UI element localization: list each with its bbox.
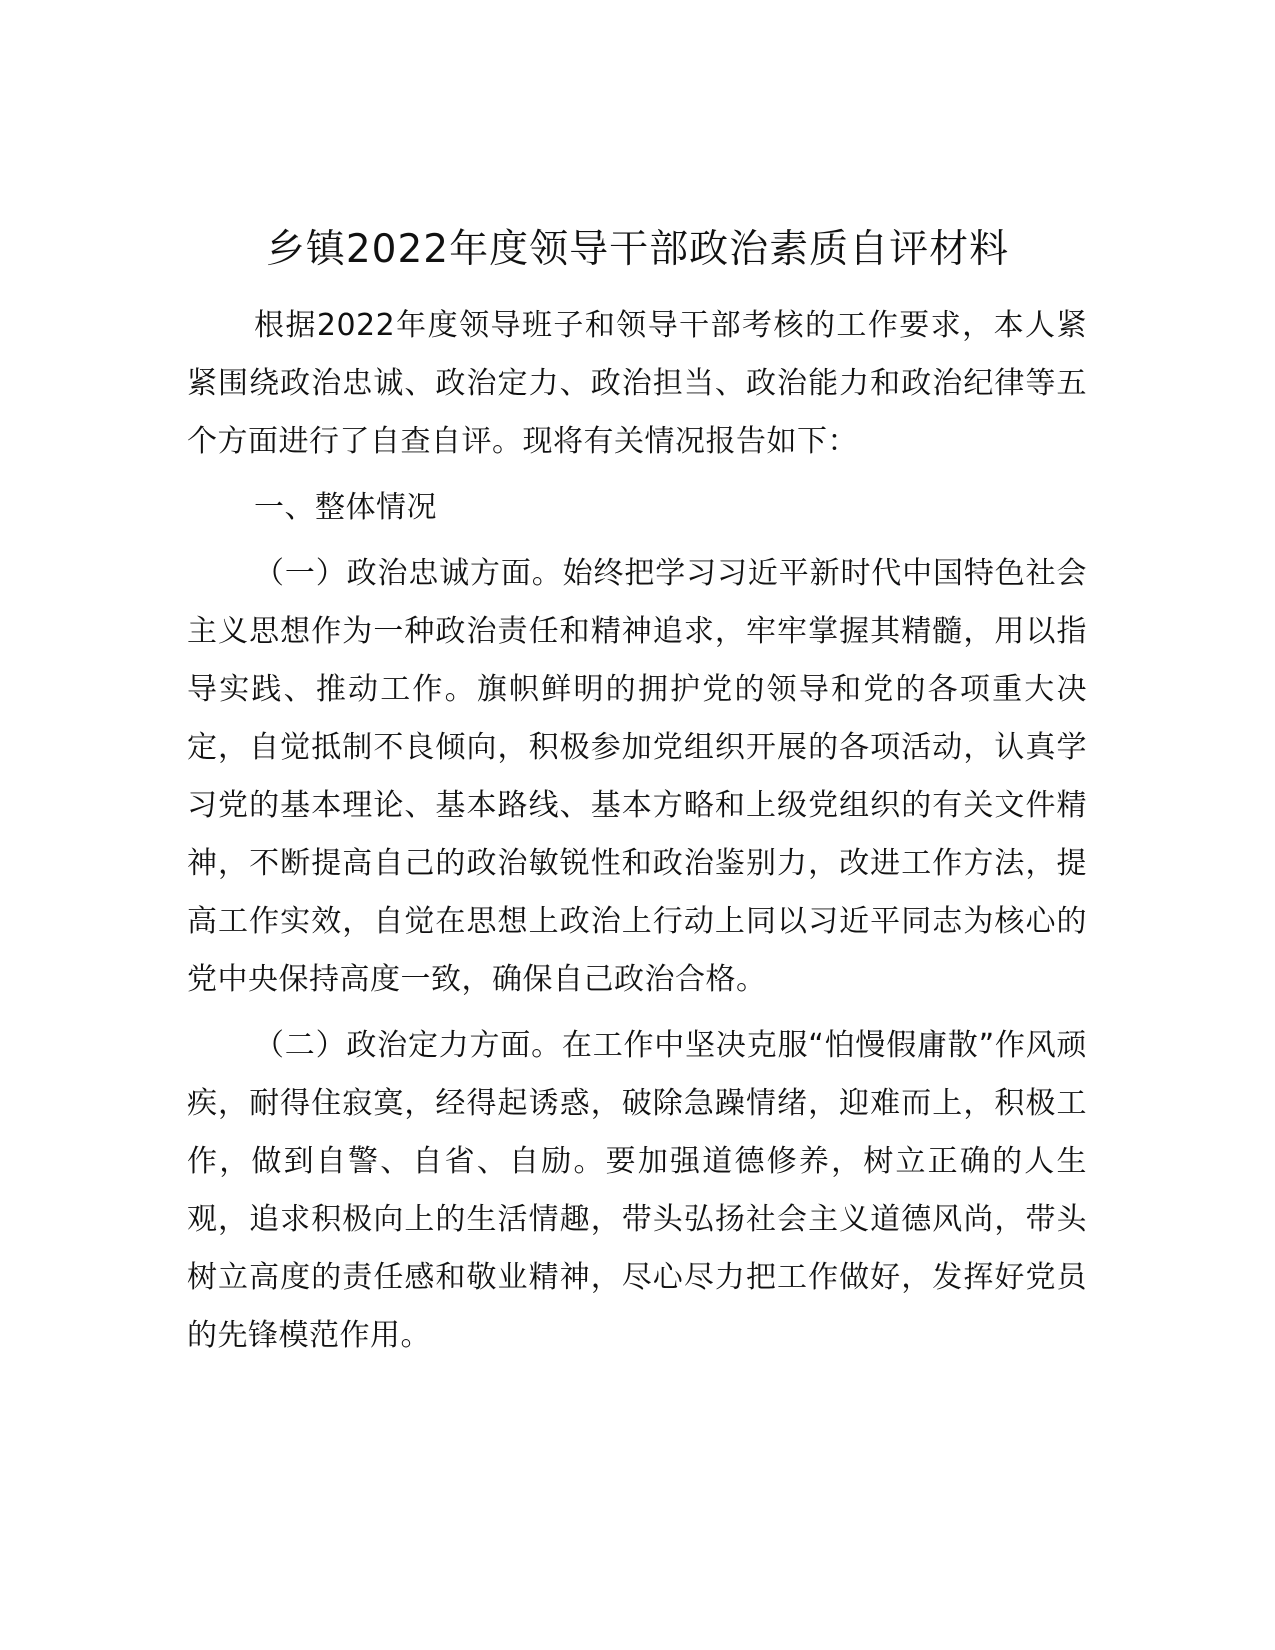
intro-paragraph: 根据2022年度领导班子和领导干部考核的工作要求，本人紧紧围绕政治忠诚、政治定力、政治担当、政治能力和政治纪律等五个方面进行了自查自评。现将有关情况报告如下： [187,308,1087,459]
paragraph-political-resolve: （二）政治定力方面。在工作中坚决克服“怕慢假庸散”作风顽疾，耐得住寂寞，经得起诱惑，破除急躁情绪，迎难而上，积极工作，做到自警、自省、自励。要加强道德修养，树立正确的人生观，追求积极向上的生活情趣，带头弘扬社会主义道德风尚，带头树立高度的责任感和敬业精神，尽心尽力把工作做好，发挥好党员的先锋模范作用。 [187,1028,1087,1353]
document-title: 乡镇2022年度领导干部政治素质自评材料 [265,227,1010,272]
document-body [187,297,1087,1365]
section-heading: 一、整体情况 [254,490,437,525]
paragraph-political-loyalty: （一）政治忠诚方面。始终把学习习近平新时代中国特色社会主义思想作为一种政治责任和精神追求，牢牢掌握其精髓，用以指导实践、推动工作。旗帜鲜明的拥护党的领导和党的各项重大决定，自觉抵制不良倾向，积极参加党组织开展的各项活动，认真学习党的基本理论、基本路线、基本方略和上级党组织的有关文件精神，不断提高自己的政治敏锐性和政治鉴别力，改进工作方法，提高工作实效，自觉在思想上政治上行动上同以习近平同志为核心的党中央保持高度一致，确保自己政治合格。 [187,556,1087,997]
